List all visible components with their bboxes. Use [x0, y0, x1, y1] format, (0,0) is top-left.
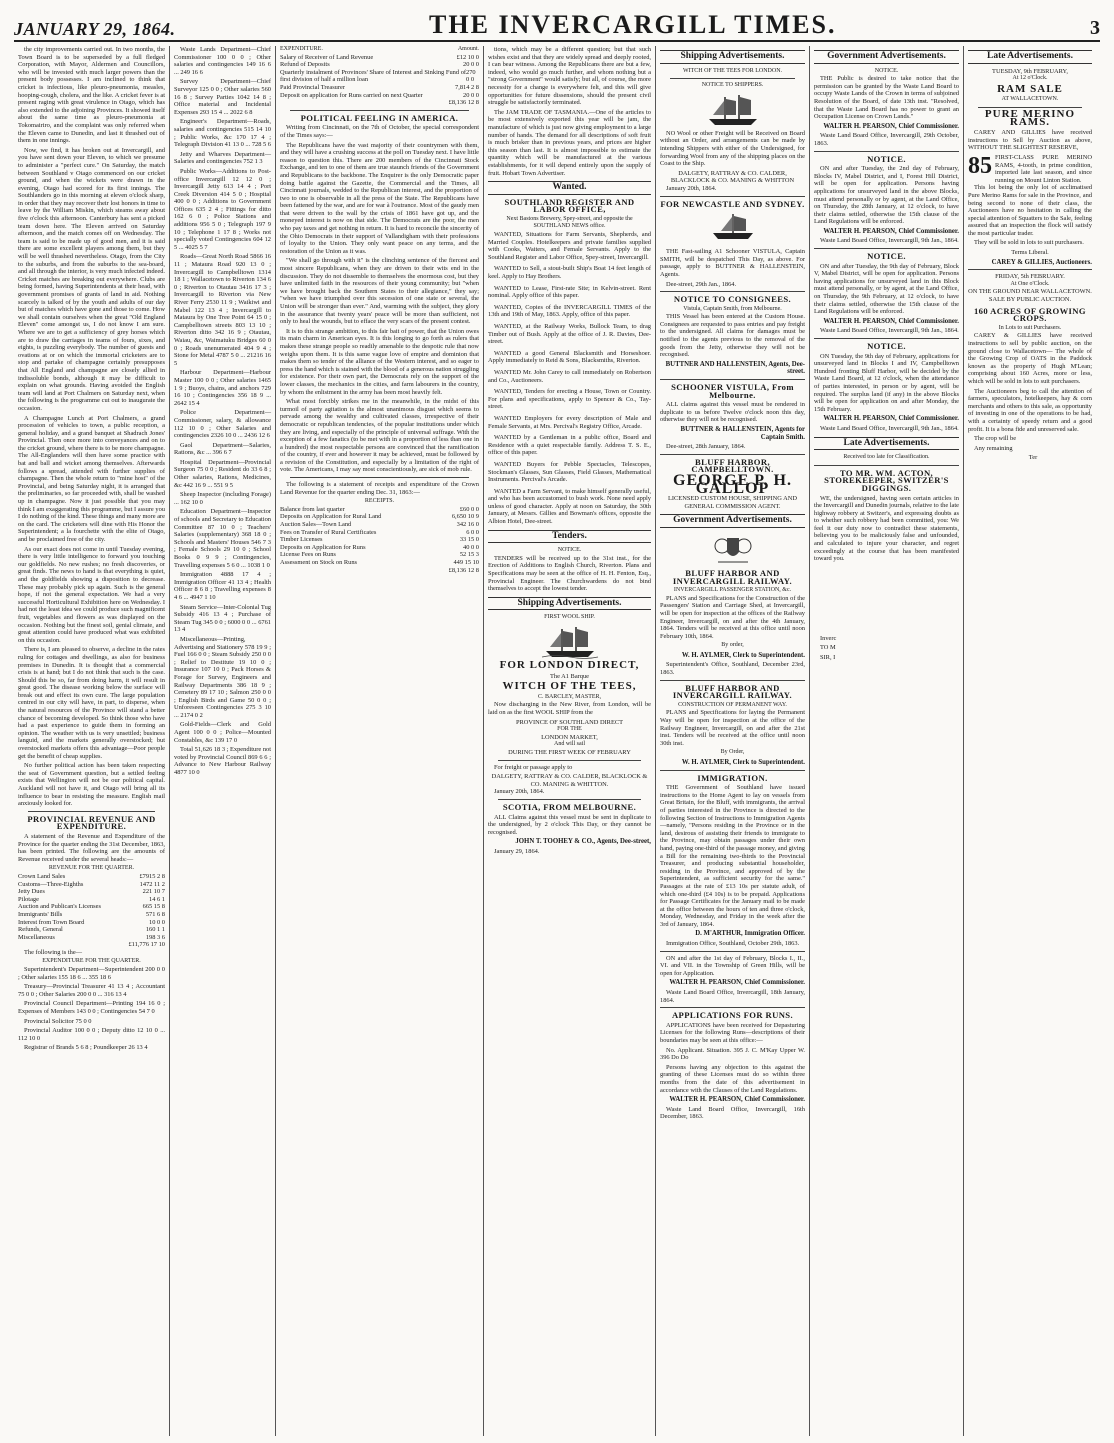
faded-text: Ter	[1028, 454, 1038, 462]
expenditure-line: Immigration 4888 17 4 ; Immigration Officer 41 13 4 ; Health Officer 8 6 8 ; Travelling expenses 8 4 6 ... 4947 1 10	[174, 571, 271, 601]
expenditure-line: Steam Service—Inter-Colonial Tug Subsidy 416 13 4 ; Purchase of Steam Tug 345 0 0 ; 6000 0 0 ... 6761 13 4	[174, 603, 271, 634]
column-7	[964, 46, 1096, 1436]
total-amount: £8,136 12 8	[448, 99, 479, 107]
section-heading: PROVINCIAL REVENUE AND EXPENDITURE.	[27, 813, 156, 832]
ad-line: FOR THE	[557, 726, 582, 733]
signature: BUTTNER & HALLENSTEIN, Agents for Captain Smith.	[680, 426, 805, 441]
table-row	[280, 69, 479, 84]
ad-text: CAREY AND GILLIES have received instructions to Sell by Auction as above, WITHOUT THE SLIGHTEST RESERVE,	[968, 129, 1092, 152]
table-row	[280, 551, 479, 559]
expenditure-line: Roads—Great North Road 5866 16 11 ; Mataura Road 920 13 0 ; Invercargill to Campbelltown 1314 18 1 ; Wallacetown to Riverton 134 6 0 ; Riverton to Otautau 3416 17 3 ; Invercargill to Riverton via New River Ferry 2530 11 9 ; Waikiwi and Mabel 122 13 4 ; Invercargill to Mataura by One Tree Point 64 15 0 ; Campbelltown streets 803 13 10 ; Riverton ditto 342 16 9 ; Otautau, Waiau, &c, Waimatuku Bridges 60 0 0 ; Roads unenumerated 404 9 4 ; Stone for Metal 4787 5 0 ... 21216 16 5	[174, 253, 271, 367]
signature: WALTER H. PEARSON, Chief Commissioner.	[823, 227, 959, 235]
divider	[660, 379, 805, 380]
table-heading: EXPENDITURE FOR THE QUARTER.	[42, 958, 141, 965]
table-row	[18, 926, 165, 934]
ad-text: THE Fast-sailing A1 Schooner VISTULA, Captain SMITH, will be despatched This Day, as above. For passage, apply to BUTTNER & HALLENSTEIN, Agents.	[660, 248, 805, 278]
row-amount: 1472 11 2	[139, 880, 165, 888]
article-text: "We shall go through with it" is the clinching sentence of the fiercest and most sincere Republicans, when they are driven to their wits end in the discussion. They do not dissemble to themselves the enormous cost, but they have unlimited faith in the resources of their young community; but "when we have brought back the Southern States to their allegiance," they say; "when we have triumphed over this secession of one state or several, the Union will be stronger than ever." And, warming with the subject, they glory in the assurance that twenty years' peace will be more than sufficient, not only to heal the wounds, but to efface the very scars of the present contest.	[280, 257, 479, 326]
gallop-headline: GEORGE P. H. GALLOP	[673, 471, 792, 497]
column-5	[656, 46, 810, 1436]
total-amount: £11,776 17 10	[128, 941, 165, 949]
article-text: As our exact does not come in until Tuesday evening, there is very little intelligence to forward you touching our goldfields. No new rushes; no fresh discoveries, or great finds. The news to hand is that everything is quiet, and the goldfields showing a disposition to decrease. These may probably pick up again. Such is the general hope, if not the general expectation. We had a very successful Horticultural Exhibition here on Wednesday. I had not the least idea we could produce such magnificent fruit, vegetables and flowers as was displayed on the occasion. Nothing but the finest soil, genial climate, and great attention could have produced what was exhibited on this occasion.	[18, 545, 165, 644]
ad-title: BLUFF HARBOR AND INVERCARGILL RAILWAY.	[672, 682, 793, 701]
signature: WALTER H. PEARSON, Chief Commissioner.	[669, 979, 805, 987]
table-total	[18, 941, 165, 949]
ad-title: FIRST WOOL SHIP.	[544, 614, 595, 621]
table-heading: REVENUE FOR THE QUARTER.	[48, 865, 135, 872]
row-label: Paid Provincial Treasurer	[280, 83, 345, 91]
row-amount: £12 10 0	[456, 53, 479, 61]
table-row	[280, 92, 479, 100]
sale-headline: RAM SALE	[997, 82, 1063, 95]
row-amount: £60 0 0	[459, 505, 479, 513]
tender-text: TENDERS will be received up to the 31st inst., for the Erection of Additions to English Church, Riverton. Plans and Specifications may be seen at the office of H. H. Fenton, Esq., Provincial Engineer. The Churchwardens do not bind themselves to accept the lowest tender.	[488, 554, 651, 593]
article-text: Now, we find, it has broken out at Invercargill, and you have sent down your Eleven, to which we presume to administer a "perfect cure." On Saturday, the match between Southland v Otago commenced on our cricket ground, and when the wickets were drawn in the evening, Otago had scored for its first innings. The Southlanders go in this morning at eleven o'clock sharp, in order that they may recover their lost honors in time to leave by the William Miskin, which steams away about five o'clock this afternoon. Canterbury has sent a picked team down here. The Eleven arrived on Saturday afternoon, and the match comes off on Wednesday. The team is said to be made up of good men, and it is said there are some excellent players among them, but they will be well thrashed nevertheless. Otago, from the City to the suburbs, and from the suburbs to the sea-board, and all through the interior, is very much infected indeed. Cricket matches are breaking out everywhere. Clubs are being formed, having Superintendents at their head, with government promises of grants of land in aid. Nothing scarcely is talked of by the youth and adults of our day but of matches which have gone and those to come. How we shall contain ourselves when the great "Old England Eleven" come amongst us, I do not know I am sure. Where we are to get a sufficiency of grey horses which are to draw the carriages in teams of fours, sixes, and eights, is puzzling everybody. The number of guests and ovations at or on which the immortal cricketers are to stop and partake of champagne certainly presupposes that All England and champagne are closely allied in indissoluble bonds, although it may be difficult to explain on what grounds. Having avoided the English team will land at Port Chalmers on Saturday next, when the following is the programme cut out to inaugurate the occasion.	[18, 146, 165, 412]
ad-text: ON and after the 1st day of February, Blocks I., II., VI. and VII. in the Township of Green Hills, will be open for Application.	[660, 954, 805, 977]
row-label: Balance from last quarter	[280, 505, 345, 513]
table-row	[18, 873, 165, 881]
divider	[968, 269, 1092, 270]
row-amount: 160 1 1	[145, 926, 165, 934]
sale-type: SALE BY PUBLIC AUCTION.	[988, 296, 1072, 304]
classified-ad: WANTED, Tenders for erecting a House, Town or Country. For plans and specifications, apply to Spencer & Co., Tay-street.	[488, 388, 651, 411]
column-1	[14, 46, 170, 1436]
row-label: Jetty Dues	[18, 888, 45, 896]
notice-title: NOTICE.	[867, 153, 906, 164]
row-amount: 342 16 0	[456, 521, 479, 529]
signature: WALTER H. PEARSON, Chief Commissioner.	[823, 415, 959, 423]
article-text: The following is a statement of receipts and expenditure of the Crown Land Revenue for the quarter ending Dec. 31, 1863:—	[280, 481, 479, 496]
ad-text: No. Applicant. Situation. 395 J. C. M'Kay Upper W. 396 Do Do	[660, 1046, 805, 1062]
row-amount: 33 15 0	[459, 536, 479, 544]
section-banner: Late Advertisements.	[814, 437, 959, 451]
divider	[814, 151, 959, 152]
expenditure-line: Engineer's Department—Roads, salaries and contingencies 515 14 10 ; Public Works, &c 170 17 4 ; Telegraph Division 41 13 0 ... 728 5 6	[174, 118, 271, 149]
row-amount: 665 15 8	[142, 903, 165, 911]
classified-ad: WANTED to Lease, First-rate Site; in Kelvin-street. Rent nominal. Apply office of this paper.	[488, 284, 651, 300]
table-row	[280, 506, 479, 514]
row-label: Refund of Deposits	[280, 61, 330, 69]
table-row	[18, 934, 165, 942]
ad-text: This lot being the only lot of acclimatised Pure Merino Rams for sale in the Province, and being second to none of their class, the Auctioneers have no hesitation in calling the special attention of Squatters to the Sale, feeling assured that an inspection the flock will satisfy the most particular trader.	[968, 184, 1092, 237]
row-label: Deposit on application for Runs carried on next Quarter	[280, 91, 423, 99]
ad-line: The A1 Barque	[549, 672, 590, 680]
table-row	[280, 61, 479, 69]
office-address: Next Bastons Brewery, Spey-street, and opposite the SOUTHLAND NEWS office.	[506, 215, 633, 230]
article-text: A statement of the Revenue and Expenditure of the Province for the quarter ending the 31st December, 1863, has been printed. The following are the amounts of Revenue received under the several heads:—	[18, 832, 165, 863]
divider	[660, 291, 805, 292]
classified-ad: WANTED to Sell, a stout-built Ship's Boat 14 feet length of keel. Apply to Hay Brothers.	[488, 265, 651, 281]
article-text: The JAM TRADE OF TASMANIA.—One of the articles to be most extensively exported this year will be jam, the manufacture of which is just now giving employment to a large number of hands. The demand for all descriptions of soft fruit is much brisker than in previous years, and prices are higher this season than last. It is almost impossible to estimate the quantity which will be manufactured at the various establishments, for it will depend entirely upon the supply of fruit. Hobart Town Advertiser.	[488, 108, 651, 177]
table-row	[280, 544, 479, 552]
expenditure-line: Sheep Inspector (including Forage) ... 162 10 0	[174, 491, 271, 506]
article-text: What most forcibly strikes me in the meanwhile, in the midst of this turmoil of party agitation is the almost unanimous disgust which seems to pervade among the wealthy and cultivated classes, irrespective of their democratic or republican tendencies, of the popular institutions under which they are living, and especially of the principle of universal suffrage. With the exception of a few fanatics (to be met with in a proportion of less than one in a hundred) the most respectable persons are convinced that the ramification of the country, if ever and however it may be achieved, must be followed by a revision of the Constitution, and especially by a limitation of the right of vote. The Americans, I may say most conscientiously, are sick of mob rule.	[280, 398, 479, 474]
agents: DALGETY, RATTRAY & CO. CALDER, BLACKLOCK & CO. MANING & WHITTON.	[491, 773, 648, 788]
divider	[498, 799, 641, 800]
ad-title: WITCH OF THE TEES FOR LONDON.	[682, 67, 783, 74]
article-text: The following is the—	[24, 948, 83, 956]
table-row	[280, 54, 479, 62]
row-amount: 571 6 8	[145, 910, 165, 918]
classified-ad: WANTED Employers for every description of Male and Female Servants, at Mrs. Percival's Registry Office, Arcade.	[488, 414, 651, 430]
expenditure-line: Miscellaneous—Printing, Advertising and Stationery 578 19 9 ; Fuel 166 0 0 ; Steam Subsidy 250 0 0 ; Relief to Destitute 19 10 0 ; Insurance 107 10 0 ; Pack Horses & Forage for Survey, Engineers and Railway Departments 386 18 9 ; Cemetery 89 17 10 ; Salmon 250 0 0 ; English Birds and Game 50 0 0 ; Unforeseen Contingencies 275 3 10 ... 2174 0 2	[174, 635, 271, 719]
ad-title: FOR NEWCASTLE AND SYDNEY.	[660, 198, 805, 209]
signature: D. M'ARTHUR, Immigration Officer.	[695, 930, 805, 938]
article-text: It is to this strange ambition, to this fair bait of power, that the Union owes its main charm in American eyes. It is this longing to go forth as rulers that makes these strange people so readily amenable to the despotic rule that now weighs upon them. It is this same vague love of empire and dominion that makes them so tender of the alliance of the Western interest, and so eager to press the hand which is stained with the blood of a generous nation struggling for existence. For their own part, the Democrats rely on the support of the lower classes, the mechanics in the cities, and farm labourers in the country, by whom the enlistment in the army has been most heavily felt.	[280, 327, 479, 396]
section-banner: Government Advertisements.	[660, 514, 805, 528]
expenditure-line: Provincial Auditor 100 0 0 ; Deputy ditto 12 10 0 ... 112 10 0	[18, 1027, 165, 1042]
divider	[660, 454, 805, 455]
row-label: Miscellaneous	[18, 933, 55, 941]
row-label: Refunds, General	[18, 926, 63, 934]
classified-ad: WANTED, at the Railway Works, Bullock Team, to drag Timber out of Bush. Apply at the office of J. R. Davies, Dee-street.	[488, 323, 651, 346]
row-label: Interest from Town Board	[18, 918, 85, 926]
faded-text: Any remaining	[974, 444, 1013, 452]
table-heading: RECEIPTS.	[364, 498, 395, 505]
sale-headline: PURE MERINO RAMS.	[984, 107, 1076, 128]
signature: BUTTNER AND HALLENSTEIN, Agents, Dee-street.	[665, 360, 805, 376]
ad-text: THIS Vessel has been entered at the Custom House. Consignees are requested to pass entries and pay freight to the undersigned. All claims for damages must be notified to the agents previous to the removal of the goods from the Jetty, otherwise they will not be recognised.	[660, 313, 805, 359]
table-row	[18, 903, 165, 911]
office-name: SOUTHLAND REGISTER AND LABOR OFFICE,	[504, 196, 635, 215]
expenditure-line: Superintendent's Department—Superintendent 200 0 0 ; Other salaries 155 18 6 ... 355 18 6	[18, 966, 165, 981]
ad-text: Persons having any objection to this against the granting of these Licenses must do so within three months from the date of this advertisement in accordance with the Clauses of the Land Regulations.	[660, 1063, 805, 1094]
table-row	[280, 529, 479, 537]
divider	[660, 680, 805, 681]
ad-date: Immigration Office, Southland, October 29th, 1863.	[666, 940, 800, 948]
row-amount: 198 3 6	[145, 933, 165, 941]
expenditure-line: Total 51,626 18 3 ; Expenditure not voted by Provincial Council 869 6 6 ; Advance to New Harbour Railway 4877 10 0	[174, 746, 271, 777]
expenditure-line: Education Department—Inspector of schools and Secretary to Education Committee 87 10 0 ; Teachers' Salaries (supplementary) 368 18 0 ; Schools and Masters' Houses 546 7 3 ; Female Schools 29 10 0 ; School Books 0 9 9 ; Contingencies, Travelling expenses 5 6 0 ... 1038 1 0	[174, 508, 271, 569]
row-label: License Fees on Runs	[280, 551, 336, 559]
table-row	[280, 513, 479, 521]
faded-text: TO M	[820, 644, 836, 652]
row-label: Salary of Receiver of Land Revenue	[280, 53, 374, 61]
classified-ad: WANTED a Farm Servant, to make himself generally useful, and who has been accustomed to bush work. None need apply unless of good character. Apply at noon on Saturday, the 30th January, at Messrs. Gillies and Bowman's offices, opposite the Albion Hotel, Dee-street.	[488, 487, 651, 526]
signature: WALTER H. PEARSON, Chief Commissioner.	[669, 1096, 805, 1104]
ad-title: IMMIGRATION.	[697, 772, 768, 783]
row-label: Customs—Three-Eighths	[18, 880, 84, 888]
ad-title: TO MR. WM. ACTON, STOREKEEPER, SWITZER'S DIGGINGS.	[824, 467, 949, 493]
ad-text: The Auctioneers beg to call the attention of farmers, speculators, hotelkeepers, hay & corn merchants and others to this sale, as opportunity of investing in one of the operations to be had, with a certainty of speedy return and a good profit. It is a bona fide and unreserved sale.	[968, 387, 1092, 433]
ad-title: NOTICE TO CONSIGNEES.	[673, 294, 792, 305]
expenditure-line: Hospital Department—Provincial Surgeon 75 0 0 ; Resident do 33 6 8 ; Other salaries, Rations, Medicines, &c 442 16 9 ... 551 9 5	[174, 458, 271, 489]
table-total	[280, 567, 479, 575]
row-amount: 270 0 0	[466, 68, 476, 84]
expenditure-line: Registrar of Brands 5 6 8 ; Poundkeeper 26 13 4	[24, 1044, 148, 1052]
columns	[14, 46, 1100, 1436]
section-heading: POLITICAL FEELING IN AMERICA.	[300, 112, 459, 123]
divider	[290, 477, 469, 478]
ad-text: ALL Claims against this vessel must be sent in duplicate to the undersigned, by 2 o'clock This Day, or they cannot be recognised.	[488, 813, 651, 836]
ad-text: They will be sold in lots to suit purchasers.	[974, 239, 1084, 247]
notice-title: NOTICE.	[867, 251, 906, 262]
expenditure-line: Treasury—Provincial Treasurer 41 13 4 ; Accountant 75 0 0 ; Other Salaries 200 0 0 ... 316 13 4	[18, 983, 165, 998]
ad-headline: FOR LONDON DIRECT,	[499, 659, 640, 671]
column-3	[276, 46, 484, 1436]
notice-text: ON and after Tuesday, the 9th day of February, Block V, Mabel District, will be open for application. Persons having applications for unsurveyed land in this Block must attend personally, or by agent, at the Land Office, on Thursday, the 9th February, at 12 o'clock, to have their claims settled, otherwise the 15th clause of the Land Regulations will be enforced.	[814, 262, 959, 316]
faded-text: Inverc	[820, 634, 837, 642]
masthead	[14, 8, 1100, 42]
faded-text: SIR, I	[820, 654, 836, 662]
sale-location: AT WALLACETOWN.	[1001, 96, 1059, 103]
row-label: Timber Licenses	[280, 536, 323, 544]
faded-area	[814, 565, 959, 635]
article-text: A Champagne Lunch at Port Chalmers, a grand procession of vehicles to town, a public reception, a general holiday, and a grand banquet at Shadrach Jones' Provincial. Then once more into conveyances and on to the cricket ground, where there is to be more champagne. The All-Englanders will then have some practice with bat and ball and wicket among themselves. Afterwards follows a spread, attended with further supplies of champagne. Then the whole return to "mine host" of the Provincial, and being Saturday night, it is arranged that the preliminaries, so far proceeded with, shall be washed up in champagne. Now it just possible that you may think I am exaggerating this programme, but I assure you I do nothing of the kind. These things and many more are on the card. The cricketers will dine with His Honor the Superintendent; a la fourchette with the elite of Otago, and be proclaimed free of the city.	[18, 414, 165, 543]
row-label: Pilotage	[18, 895, 39, 903]
terms: Terms Liberal.	[1011, 249, 1049, 257]
row-label: Deposits on Application for Runs	[280, 543, 366, 551]
table-row	[280, 536, 479, 544]
sale-date: TUESDAY, 9th FEBRUARY,	[992, 67, 1068, 75]
ad-date: Waste Land Board Office, Invercargill, 9th Jan., 1864.	[820, 327, 959, 335]
ad-date: January 29, 1864.	[494, 847, 540, 855]
row-label: Auction Sales—Town Land	[280, 521, 352, 529]
column-4	[484, 46, 656, 1436]
row-amount: 20 0 0	[463, 61, 479, 69]
expenditure-line: Jetty and Wharves Department—Salaries and contingencies 752 1 3	[174, 150, 271, 166]
ad-title: SCHOONER VISTULA, From Melbourne.	[671, 382, 794, 400]
ad-title: BLUFF HARBOR AND INVERCARGILL RAILWAY.	[672, 567, 793, 586]
amount-label: Amount.	[457, 46, 479, 52]
ship-name: WITCH OF THE TEES,	[502, 680, 637, 693]
column-6	[810, 46, 964, 1436]
article-text: The Republicans have the vast majority of their countrymen with them, and they will have a crushing success at the poll on Tuesday next. I have little reason to question this. There are 200 members of the Cincinnati Stock Exchange, and ten to one of them are true staunch friends of the Government and Republicans to the backbone. The Enquirer is the only Democratic paper doing battle against the Gazette, the Commercial and the Times, all Cincinnati journals, wedded to the Republican interest, and the proportion of two to one is observable in all the press of the State. The Republicans have been fattened by the war, and are for war à l'outrance. Most of the gaudy men that were driven to the wall by the crisis of 1861 have got up, and the moneyed interest is now on that side. The Democrats are the poor, the men who pay taxes and get nothing in return. It is hard to reconcile the sincerity of the Ohio Democrats in their support of Vallandigham with their professions of loyalty to the Union. They only want peace on any terms, and the restoration of the Union as it was.	[280, 141, 479, 255]
sale-note: In Lots to suit Purchasers.	[998, 324, 1062, 331]
classified-ad: WANTED Buyers for Pebble Spectacles, Telescopes, Stockman's Glasses, Sun Glasses, Field Glasses, Mathematical Instruments. Percival's Arcade.	[488, 460, 651, 484]
ad-line: And will sail	[554, 741, 585, 748]
row-label: Immigrants' Bills	[18, 910, 63, 918]
classified-ad: WANTED, Situations for Farm Servants, Shepherds, and Married Couples. Hotelkeepers and private families supplied with Cooks, Waiters, and Female Servants. Apply to the Southland Register and Labor Office, Spey-street, Invercargill.	[488, 231, 651, 261]
signature: W. H. AYLMER, Clerk to Superintendent.	[681, 651, 805, 659]
classified-ad: WANTED Mr. John Carey to call immediately on Robertson and Co., Auctioneers.	[488, 368, 651, 384]
row-label: Quarterly instalment of Provinces' Share of Interest and Sinking Fund of first division of half a million loan	[280, 68, 467, 84]
article-text: There is, I am pleased to observe, a decline in the rates ruling for cottages and dwellings, as also for business premises in Dunedin. It is thought that a commercial crisis is at hand; but I do not think that such is the case. Should this be so, far from doing harm, it will result in great good. The disease working below the surface will break out and effect its own cure. The large population centred in our city will have, in part, to disperse, when the natural resources of the Province will stand a better chance of becoming developed. So think those who have had a past experience to guide them in forming an opinion. The weather with us is very unsettled; business languid, and the markets generally overstocked; but overstocked markets offers this advantage—Poor people get the benefit of cheap supplies.	[18, 646, 165, 760]
ad-line: PROVINCE OF SOUTHLAND DIRECT	[515, 718, 624, 726]
section-banner: Government Advertisements.	[814, 50, 959, 64]
table-row	[280, 521, 479, 529]
ad-title: NOTICE TO SHIPPERS.	[701, 82, 764, 89]
divider	[660, 196, 805, 197]
row-label: Assessment on Stock on Runs	[280, 559, 358, 566]
ad-line: By order,	[721, 642, 744, 649]
banner-subtitle: Received too late for Classification.	[843, 454, 930, 461]
row-label: Auction and Publican's Licenses	[18, 903, 101, 911]
ship-icon	[660, 93, 805, 127]
signature: JOHN T. TOOHEY & CO., Agents, Dee-street,	[515, 838, 651, 846]
divider	[28, 811, 155, 812]
ship-master: C. BARCLEY, MASTER,	[537, 693, 602, 700]
ad-date: Waste Land Board Office, Invercargill, 9th Jan., 1864.	[820, 424, 959, 432]
ad-date: Waste Land Board Office, Invercargill, 18th January, 1864.	[660, 989, 805, 1004]
notice-title: NOTICE.	[867, 341, 906, 351]
expenditure-line: Gaol Department—Salaries, Rations, &c ... 396 6 7	[174, 441, 271, 457]
page-number: 3	[1089, 17, 1100, 39]
notice-text: ON and after Tuesday, the 2nd day of February, Blocks IV, Mabel District, and I, Forest Hill District, will be open for application. Persons having applications for unsurveyed land in the above Blocks, must attend personally or by agent, at the Land Office, on Thursday, the 28th January, at 12 o'clock, to have their claims settled, otherwise the 15th clause of the Land Regulations will be enforced.	[814, 165, 959, 226]
ad-line: DURING THE FIRST WEEK OF FEBRUARY	[508, 748, 631, 756]
ad-date: Superintendent's Office, Southland, December 23rd, 1863.	[660, 661, 805, 677]
table-row	[18, 881, 165, 889]
ad-text: APPLICATIONS have been received for Depasturing Licenses for the following Runs—descriptions of their boundaries may be seen at this office:—	[660, 1021, 805, 1044]
total-amount: £8,136 12 8	[448, 566, 479, 574]
issue-date: JANUARY 29, 1864.	[14, 19, 176, 39]
newspaper-title: THE INVERCARGILL TIMES.	[429, 10, 837, 39]
notice-title: NOTICE.	[557, 547, 582, 554]
notice-text: THE Public is desired to take notice that the permission can be granted by the Waste Land Board to occupy Waste Lands of the Crown in terms of subjoined Resolution of the Board, of date 13th inst. "Resolved, that the Waste Land Board has no power to grant an Occupation License on Crown Lands."	[814, 75, 959, 121]
divider	[660, 951, 805, 952]
row-amount: 40 0 0	[463, 543, 479, 551]
table-total	[280, 99, 479, 107]
sale-date: FRIDAY, 5th FEBRUARY.	[995, 273, 1065, 281]
table-row	[18, 919, 165, 927]
lot-description: FIRST-CLASS PURE MERINO RAMS, 4-tooth, in prime condition, imported late last season, and since running on Mount Linton Station.	[995, 153, 1092, 184]
section-banner: Tenders.	[488, 530, 651, 544]
row-amount: 10 0 0	[149, 918, 165, 926]
row-amount: 7,814 2 8	[455, 83, 479, 91]
expenditure-line: Provincial Solicitor 75 0 0	[24, 1017, 92, 1025]
row-amount: 221 10 7	[142, 888, 165, 896]
divider	[660, 1007, 805, 1008]
row-amount: 20 0 0	[463, 91, 479, 99]
faded-text: The crop will be	[974, 435, 1017, 443]
row-label: Fees on Transfer of Rural Certificates	[280, 528, 377, 536]
column-2	[170, 46, 276, 1436]
ad-date: Dee-street, 29th Jan., 1864.	[666, 280, 737, 288]
ad-text: WE, the undersigned, having seen certain articles in the Invercargill and Dunedin journals, relative to the late highway robbery at Switzer's, and expressing doubts as to whether such robbery had been committed, you: We feel it our duty now to contradict these statements, believing you to be maliciously false and unfounded, and calculated to injure your character, and regret exceedingly at the course that has been manifested toward you.	[814, 494, 959, 563]
signature: WALTER H. PEARSON, Chief Commissioner.	[823, 122, 959, 130]
classified-ad: WANTED, Copies of the INVERCARGILL TIMES of the 13th and 19th of May, 1863. Apply, office of this paper.	[488, 303, 651, 319]
section-banner: Shipping Advertisements.	[488, 597, 651, 611]
notice-text: ON Tuesday, the 9th day of February, applications for unsurveyed land in Blocks I and IV, Campbelltown Hundred fronting Bluff Harbor, will be decided by the Waste Land Board, at 12 o'clock, when the attendance of parties interested, in person or by agent, will be required. The surplus land (if any) in the above Blocks will be open for application on and after Monday, the 15th February.	[814, 352, 959, 413]
ad-title: BLUFF HARBOR, CAMPBELLTOWN.	[691, 456, 774, 475]
expenditure-line: Police Department—Commissioner, salary, & allowance 112 10 0 ; Other Salaries and contingencies 2326 10 0 ... 2436 12 6	[174, 409, 271, 440]
ad-title: APPLICATIONS FOR RUNS.	[671, 1010, 794, 1021]
expenditure-line: Survey Department—Chief Surveyor 125 0 0 ; Other salaries 560 16 8 ; Survey Parties 1042 14 8 ; Office material and Incidental Expenses 293 15 4 ... 2022 6 8	[174, 78, 271, 116]
ad-subtitle: INVERCARGILL PASSENGER STATION, &c.	[673, 587, 792, 594]
row-label: Deposits on Application for Rural Land	[280, 513, 382, 521]
classified-ad: WANTED a good General Blacksmith and Horseshoer. Apply immediately to Reid & Sons, Blacksmiths, Riverton.	[488, 349, 651, 365]
expenditure-line: Gold-Fields—Clerk and Gold Agent 100 0 0 ; Police—Mounted Constables, &c 139 17 0	[174, 721, 271, 744]
row-amount: 6,650 10 9	[451, 513, 479, 521]
ad-line: By Order,	[720, 749, 745, 756]
divider	[814, 338, 959, 339]
ad-line: LONDON MARKET,	[541, 733, 598, 741]
ad-text: THE Government of Southland have issued instructions to the Home Agent to lay on vessels from Great Britain, for the Bluff, with immigrants, the arrival of parties interested in the Province is directed to the following Section of Instructions to Immigration Agents—namely, "Persons residing in the Province or in the land, desirous of assisting their friends to immigrate to the Province, may obtain passages under their own hand, paying one-third of the passage money, and giving a Bill for the remaining two-thirds to the Provincial Treasurer, and producing substantial householder, residing in the Province, and approved of by the Superintendent, as sufficient security for the same." Passages at the rate of £13 10s per statute adult, of which one-third (£4 10s) is to be prepaid. Applications for Passage Certificates for the January mail to be made at the office between the hours of ten and three o'clock, Monday, Wednesday, and Friday in the week after the 3rd of January, 1864.	[660, 784, 805, 928]
ad-subtitle: CONSTRUCTION OF PERMANENT WAY.	[678, 701, 787, 708]
ship-icon	[660, 211, 805, 245]
ad-text: ALL claims against this vessel must be rendered in duplicate to us before Twelve o'clock noon this day, otherwise they will not be recognised.	[660, 401, 805, 424]
expenditure-line: Provincial Council Department—Printing 194 16 0 ; Expenses of Members 143 0 0 ; Contingencies 54 7 0	[18, 1000, 165, 1016]
table-row	[280, 559, 479, 567]
table-row	[18, 896, 165, 904]
ad-title: SCOTIA, FROM MELBOURNE.	[502, 801, 637, 812]
article-text: tions, which may be a different question; but that such wishes exist and that they are widely spread and deeply rooted, I can bear witness. Among the Republicans there are but a few, indeed, who would go much further, and whom nothing but a "strong Government" would satisfy; but all, of course, the more necessity for a change is everywhere felt, and this will give opportunities for future dissensions, should the present civil struggle be satisfactorily terminated.	[488, 46, 651, 107]
ad-text: LICENSED CUSTOM HOUSE, SHIPPING AND GENERAL COMMISSION AGENT.	[668, 495, 797, 510]
revenue-table	[18, 873, 165, 949]
row-amount: 14 6 1	[149, 895, 165, 903]
signature: W. H. AYLMER, Clerk to Superintendent.	[681, 759, 805, 766]
classified-ad: WANTED by a Gentleman in a public office, Board and Residence with a quiet respectable family. Address T. S. E., office of this paper.	[488, 434, 651, 457]
table-row	[18, 888, 165, 896]
row-amount: 6 0 0	[466, 528, 479, 536]
expenditure-line: Public Works—Additions to Post-office Invercargill 12 12 0 ; Invercargill Jetty 613 14 4 ; Port Creek Diversion 414 5 0 ; Hospital 400 0 0 ; Additions to Government Offices 635 2 4 ; Fittings for ditto 162 6 0 ; Police Stations and additions 956 5 0 ; Telegraph 197 9 10 ; Telephone 1 17 8 ; Works not specially voted Contingencies 604 12 5 ... 4025 5 7	[174, 167, 271, 251]
section-banner: Late Advertisements.	[968, 50, 1092, 64]
notice-title: NOTICE.	[874, 67, 899, 74]
sale-time: At One o'Clock.	[1010, 280, 1050, 287]
article-text: No further political action has been taken respecting the seat of Government question, but a settled feeling exists that Wellington will not be our political capital. Auckland will not have it, and Otago will bring all its influence to bear in resisting the measure. English mail anxiously looked for.	[18, 762, 165, 808]
section-banner: Wanted.	[488, 181, 651, 195]
ad-text: PLANS and Specifications for the Construction of the Passengers' Station and Carriage Shed, at Invercargill, will be open for inspection at the offices of the Railway Engineer, Invercargill, on and after the 4th January, 1864. Tenders will be received at this office until noon February 10th, 1864.	[660, 594, 805, 640]
ad-date: January 20th, 1864.	[666, 184, 717, 192]
expenditure-line: Harbour Department—Harbour Master 100 0 0 ; Other salaries 1465 1 9 ; Buoys, chains, and anchors 729 16 10 ; Contingencies 356 18 9 ... 2642 15 4	[174, 369, 271, 407]
divider	[814, 248, 959, 249]
row-amount: £7915 2 8	[139, 872, 165, 880]
heading-label: EXPENDITURE.	[280, 46, 323, 52]
sale-time: At 12 o'Clock.	[1012, 75, 1048, 82]
row-amount: 449 15 10	[453, 559, 479, 566]
ad-text: Now discharging in the New River, from London, will be laid on as the first WOOL SHIP from the	[488, 701, 651, 716]
ad-text: CAREY & GILLIES have received instructions to sell by public auction, on the ground close to Wallacetown— The whole of the Growing Crop of OATS in the Paddock known as the property of Hugh M'Lean; comprising about 160 Acres, more or less, which will be sold in lots to suit purchasers.	[968, 332, 1092, 385]
table-row	[280, 84, 479, 92]
expenditure-line: Waste Lands Department—Chief Commissioner 100 0 0 ; Other salaries and contingencies 149 16 6 ... 249 16 6	[174, 46, 271, 76]
ship-icon	[488, 625, 651, 659]
article-text: the city improvements carried out. In two months, the Town Board is to be superseded by a full fledged Corporation, with Mayor, Aldermen and Councillors, who will be invested with much larger powers than the present body possesses. I am inclined to think that cricket is infectious, like pleuro-pneumonia, measles, hooping-cough, cholera, and the like. A cricket fever is at present raging with great virulence in Otago, which has also extended to the adjoining Provinces. It showed itself about the same time as pleuro-pneumonia at Tokomairiro, and the complaint was only referred when the Eleven came to Dunedin, and last it thrashed out of them in one innings.	[18, 46, 165, 145]
lot-number: 85	[968, 152, 992, 179]
divider	[660, 770, 805, 771]
divider	[498, 760, 641, 761]
row-label: Crown Land Sales	[18, 872, 66, 880]
sale-location: ON THE GROUND NEAR WALLACETOWN.	[968, 288, 1092, 296]
table-heading	[280, 46, 479, 54]
ad-date: Waste Land Board Office, Invercargill, 16th December, 1863.	[660, 1105, 805, 1121]
row-amount: 52 15 3	[459, 551, 479, 559]
article-text: Writing from Cincinnati, on the 7th of October, the special correspondent of the Times says:—	[280, 124, 479, 139]
ad-subtitle: Vistula, Captain Smith, from Melbourne.	[683, 305, 782, 312]
ad-text: For freight or passage apply to	[494, 763, 573, 771]
agents: DALGETY, RATTRAY & CO. CALDER, BLACKLOCK & CO. MANING & WHITTON	[670, 169, 795, 185]
signature: WALTER H. PEARSON, Chief Commissioner.	[823, 317, 959, 325]
table-row	[18, 911, 165, 919]
lot-block	[968, 154, 1092, 184]
ad-text: PLANS and Specifications for laying the Permanent Way will be open for inspection at the office of the Railway Engineer, Invercargill, on and after the 21st inst. Tenders will be received at the office until noon 30th inst.	[660, 709, 805, 747]
divider	[670, 78, 795, 79]
sale-headline: 160 ACRES OF GROWING CROPS.	[973, 305, 1086, 324]
signature: CAREY & GILLIES, Auctioneers.	[991, 258, 1092, 266]
ad-date: Dee-street, 28th January, 1864.	[666, 443, 746, 451]
divider	[290, 110, 469, 111]
crest-icon	[660, 532, 805, 566]
ad-date: Waste Land Board Office, Invercargill, 9th Jan., 1864.	[820, 237, 959, 245]
ad-date: January 20th, 1864.	[494, 788, 545, 796]
ad-date: Waste Land Board Office, Invercargill, 29th October, 1863.	[814, 132, 959, 147]
ad-text: NO Wool or other Freight will be Received on Board without an Order, and arrangements can be made by intending Shippers with either of the Undersigned, for forwarding Wool from any of the shipping places on the Coast to the Ship.	[660, 129, 805, 168]
section-banner: Shipping Advertisements.	[660, 50, 805, 64]
divider	[814, 465, 959, 466]
